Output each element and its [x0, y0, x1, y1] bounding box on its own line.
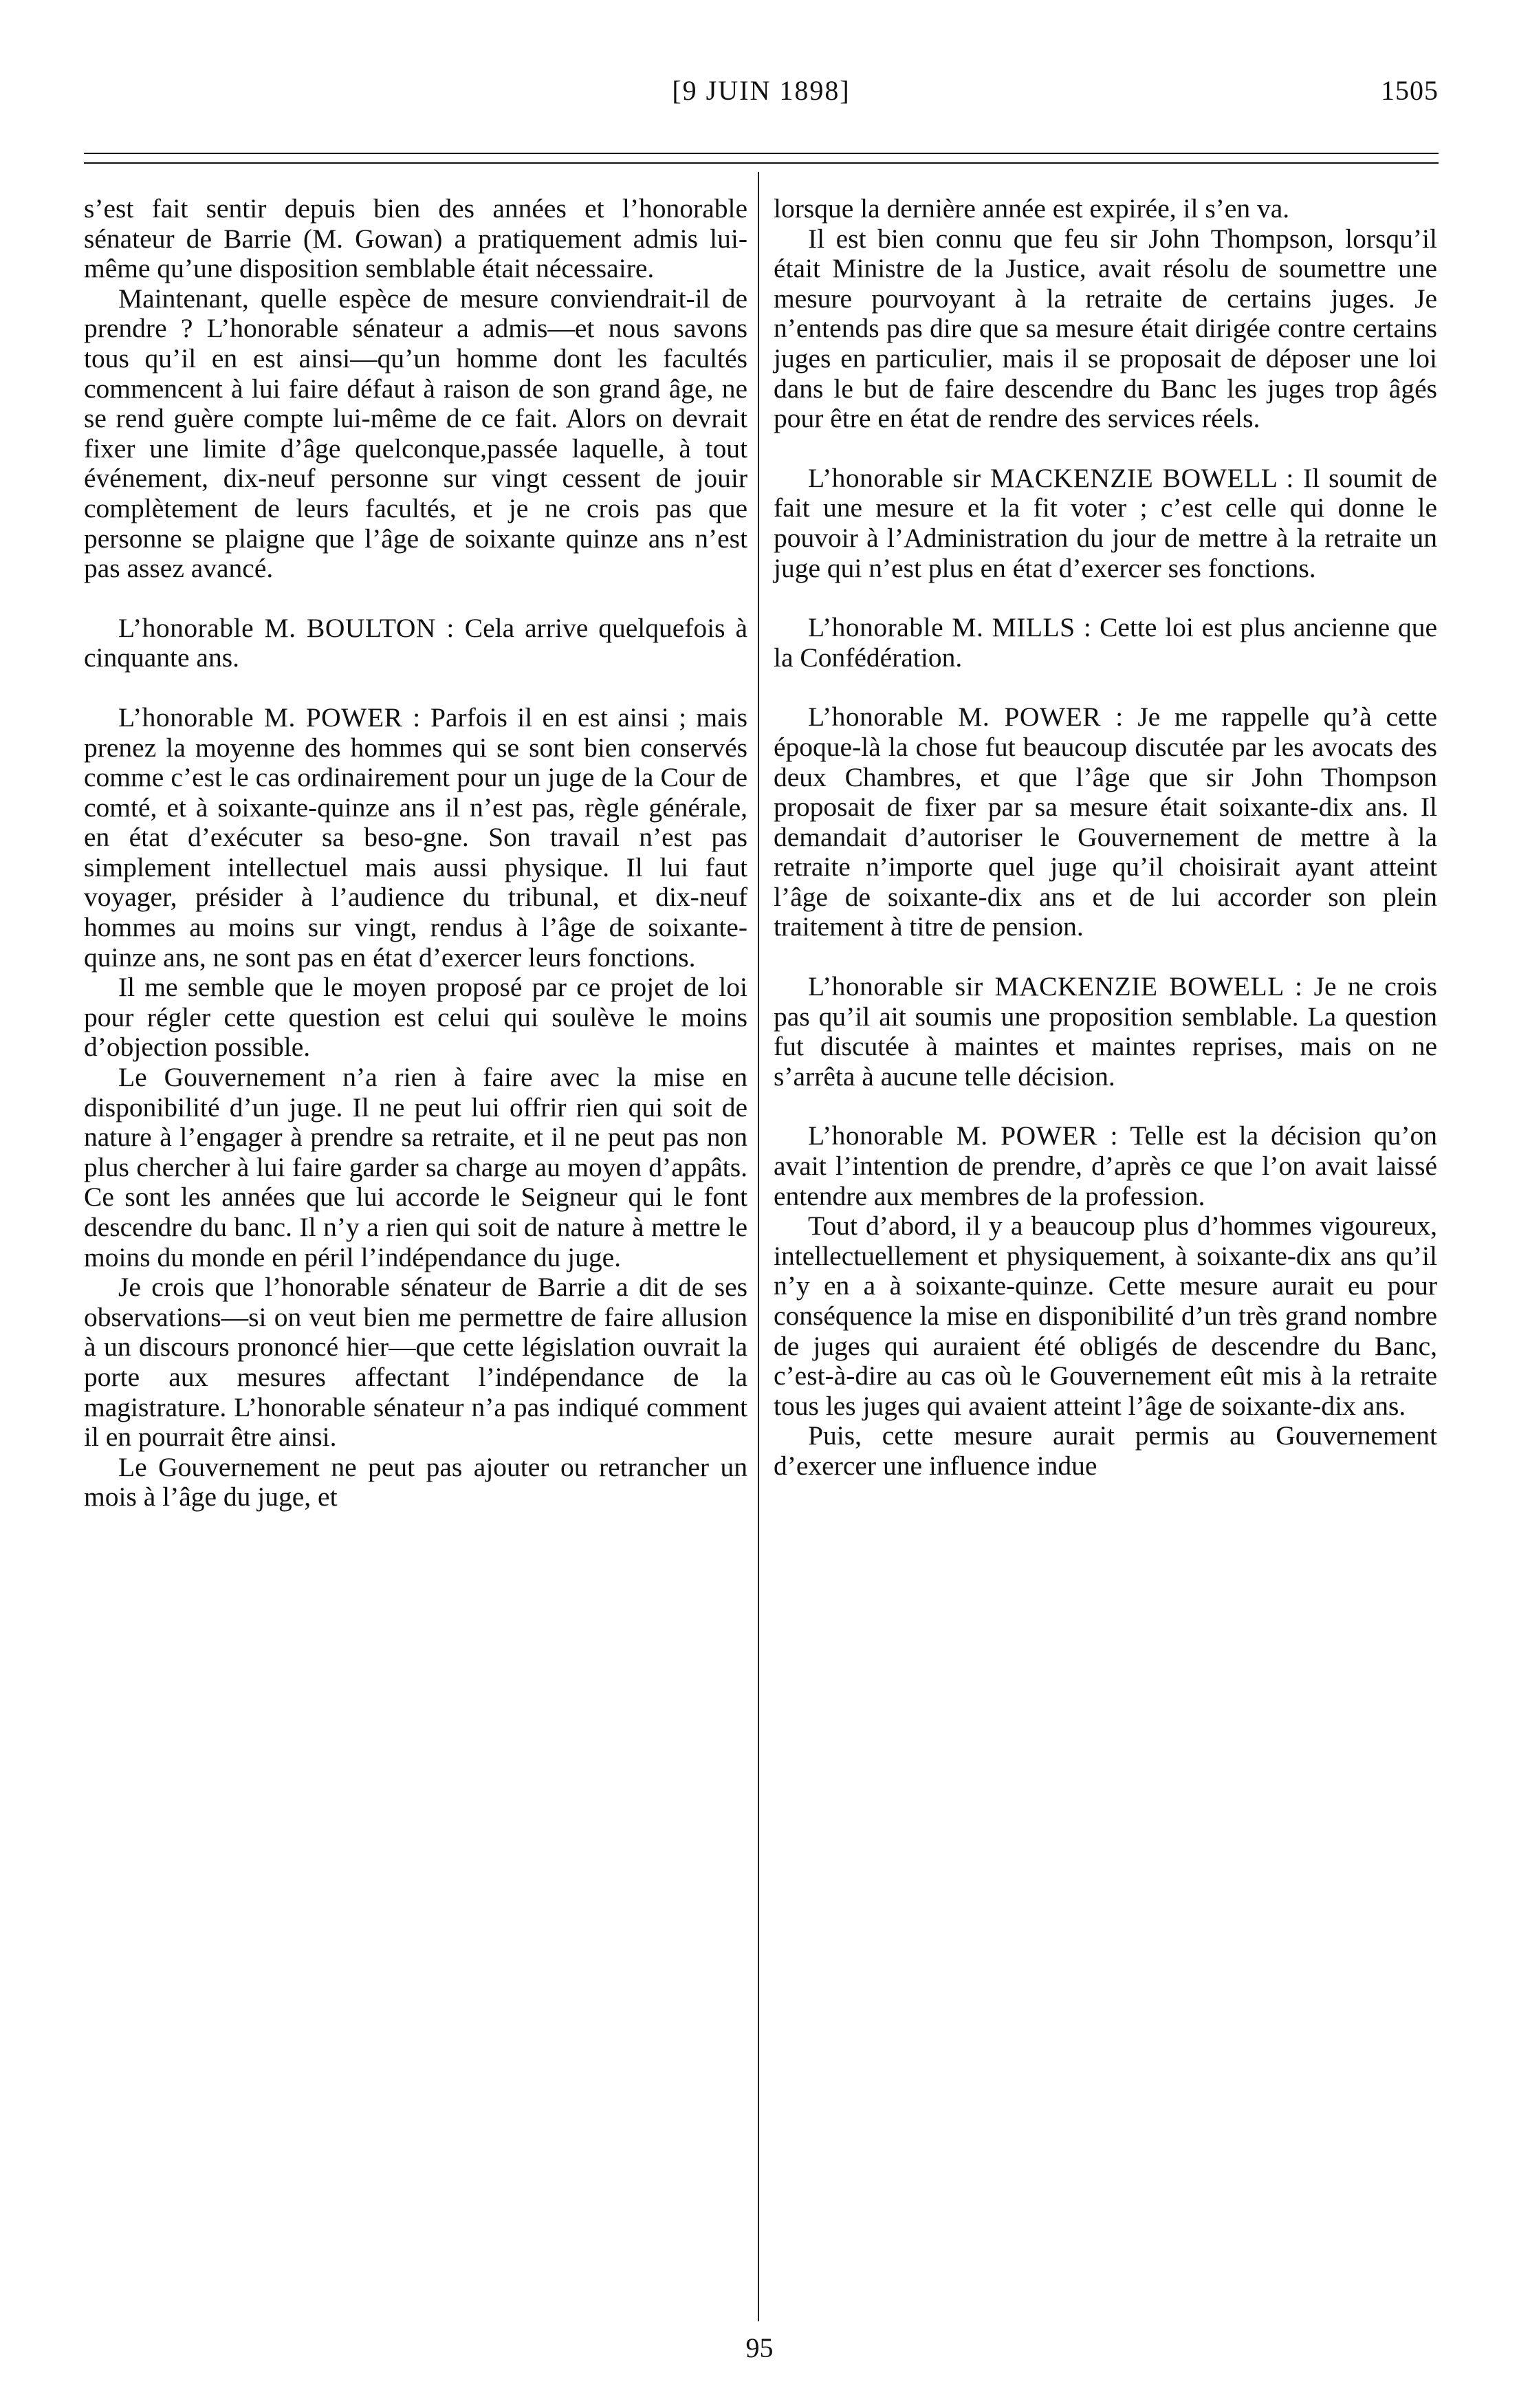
right-paragraph-8: Tout d’abord, il y a beaucoup plus d’hommes vigoureux, intellectuellement et physiquement, à soixante-dix ans qu’il n’y en a à soixante-quinze. Cette mesure aurait eu pour conséquence la mise en disponibilité d’un très grand nombre de juges qui auraient été obligés de descendre du Banc, c’est-à-dire au cas où le Gouvernement eût mis à la retraite tous les juges qui avaient atteint l’âge de soixante-dix ans. — [774, 1211, 1437, 1421]
left-paragraph-7: Je crois que l’honorable sénateur de Barrie a dit de ses observations—si on veut bien me permettre de faire allusion à un discours prononcé hier—que cette législation ouvrait la porte aux mesures affectant l’indépendance de la magistrature. L’honorable sénateur n’a pas indiqué comment il en pourrait être ainsi. — [84, 1272, 747, 1453]
right-speech-power-1 — [774, 702, 1437, 942]
column-divider — [758, 172, 759, 2321]
speech-text: Je ne crois pas qu’il ait soumis une proposition semblable. La question fut discutée à maintes et maintes reprises, mais on ne s’arrêta à aucune telle décision. — [774, 971, 1438, 1092]
left-paragraph-5: Il me semble que le moyen proposé par ce projet de loi pour régler cette question est celui qui soulève le moins d’objection possible. — [84, 972, 747, 1063]
page-header — [84, 74, 1439, 122]
right-speech-power-2 — [774, 1121, 1437, 1211]
header-date: [9 JUIN 1898] — [672, 75, 851, 106]
right-speech-bowell-2 — [774, 972, 1437, 1092]
header-rule-top — [84, 153, 1439, 154]
speaker-name: L’honorable M. POWER : — [808, 1120, 1118, 1151]
signature-number: 95 — [745, 2332, 774, 2363]
speaker-name: L’honorable M. BOULTON : — [118, 612, 455, 643]
speaker-name: L’honorable sir MACKENZIE BOWELL : — [808, 971, 1303, 1002]
right-speech-bowell-1 — [774, 464, 1437, 583]
speech-text: Cela arrive quelquefois à cinquante ans. — [84, 612, 747, 673]
speech-text: Cette loi est plus ancienne que la Confédération. — [774, 612, 1437, 673]
header-page-number: 1505 — [1381, 75, 1439, 106]
speech-text: Parfois il en est ainsi ; mais prenez la moyenne des hommes qui se sont bien conservés comme c’est le cas ordinairement pour un juge de la Cour de comté, et à soixante-quinze ans il n’est pas, règle générale, en état d’exécuter sa beso-gne. Son travail n’est pas simplement intellectuel mais aussi physique. Il lui faut voyager, présider à l’audience du tribunal, et dix-neuf hommes au moins sur vingt, rendus à l’âge de soixante-quinze ans, ne sont pas en état d’exercer leurs fonctions. — [84, 702, 747, 973]
right-paragraph-1: lorsque la dernière année est expirée, il s’en va. — [774, 193, 1290, 224]
left-speech-power — [84, 703, 747, 973]
left-speech-boulton — [84, 614, 747, 673]
right-speech-mills — [774, 613, 1437, 673]
speech-text: Il soumit de fait une mesure et la fit voter ; c’est celle qui donne le pouvoir à l’Administration du jour de mettre à la retraite un juge qui n’est plus en état d’exercer ses fonctions. — [774, 462, 1437, 583]
speaker-name: L’honorable sir MACKENZIE BOWELL : — [808, 462, 1294, 493]
right-column — [774, 194, 1437, 1482]
left-paragraph-2: Maintenant, quelle espèce de mesure conviendrait-il de prendre ? L’honorable sénateur a admis—et nous savons tous qu’il en est ainsi—qu’un homme dont les facultés commencent à lui faire défaut à raison de son grand âge, ne se rend guère compte lui-même de ce fait. Alors on devrait fixer une limite d’âge quelconque,passée laquelle, à tout événement, dix-neuf personne sur vingt cessent de jouir complètement de leurs facultés, et je ne crois pas que personne se plaigne que l’âge de soixante quinze ans n’est pas assez avancé. — [84, 283, 747, 584]
speaker-name: L’honorable M. MILLS : — [808, 612, 1092, 643]
left-paragraph-8: Le Gouvernement ne peut pas ajouter ou retrancher un mois à l’âge du juge, et — [84, 1451, 747, 1512]
speech-text: Je me rappelle qu’à cette époque-là la chose fut beaucoup discutée par les avocats des deux Chambres, et que l’âge que sir John Thompson proposait de fixer par sa mesure était soixante-dix ans. Il demandait d’autoriser le Gouvernement de mettre à la retraite n’importe quel juge qu’il choisirait ayant atteint l’âge de soixante-dix ans et de lui accorder son plein traitement à titre de pension. — [774, 702, 1437, 942]
speaker-name: L’honorable M. POWER : — [118, 702, 421, 733]
right-paragraph-9: Puis, cette mesure aurait permis au Gouvernement d’exercer une influence indue — [774, 1420, 1437, 1481]
header-rule-bottom — [84, 162, 1439, 164]
speech-text: Telle est la décision qu’on avait l’intention de prendre, d’après ce que l’on avait laissé entendre aux membres de la profession. — [774, 1120, 1438, 1211]
speaker-name: L’honorable M. POWER : — [808, 702, 1124, 733]
right-paragraph-2: Il est bien connu que feu sir John Thompson, lorsqu’il était Ministre de la Justice, avait résolu de soumettre une mesure pourvoyant à la retraite de certains juges. Je n’entends pas dire que sa mesure était dirigée contre certains juges en particulier, mais il se proposait de déposer une loi dans le but de faire descendre du Banc les juges trop âgés pour être en état de rendre des services réels. — [774, 223, 1437, 434]
left-paragraph-1: s’est fait sentir depuis bien des années et l’honorable sénateur de Barrie (M. Gowan) a pratiquement admis lui-même qu’une disposition semblable était nécessaire. — [84, 193, 747, 284]
left-paragraph-6: Le Gouvernement n’a rien à faire avec la mise en disponibilité d’un juge. Il ne peut lui offrir rien qui soit de nature à l’engager à prendre sa retraite, et il ne peut pas non plus chercher à lui faire garder sa charge au moyen d’appâts. Ce sont les années que lui accorde le Seigneur qui le font descendre du banc. Il n’y a rien qui soit de nature à mettre le moins du monde en péril l’indépendance du juge. — [84, 1062, 747, 1272]
left-column — [84, 194, 747, 1512]
